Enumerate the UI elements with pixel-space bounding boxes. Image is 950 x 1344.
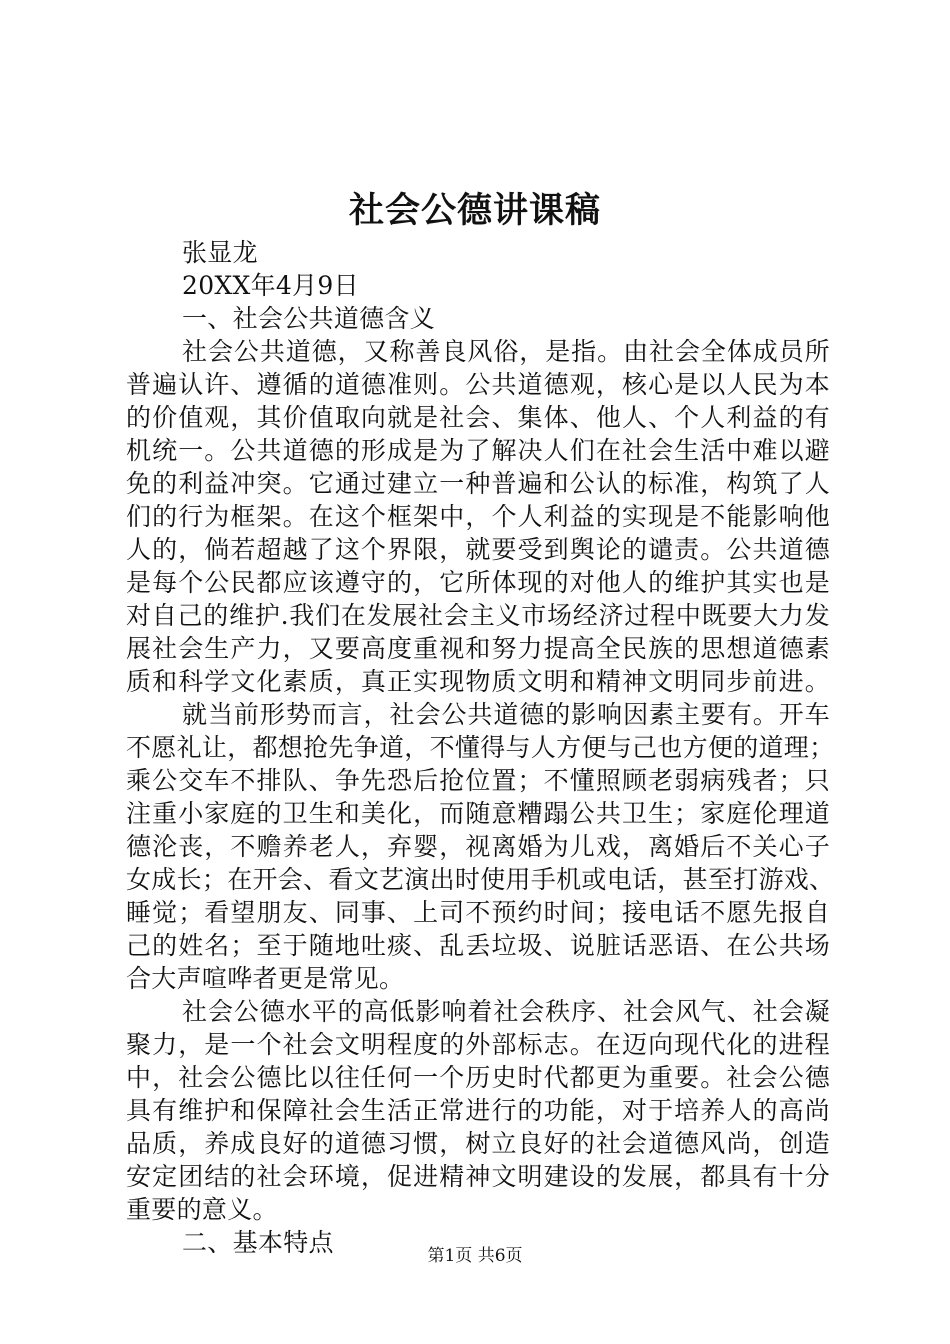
paragraph-line: 己的姓名；至于随地吐痰、乱丢垃圾、说脏话恶语、在公共场 bbox=[126, 931, 830, 960]
paragraph-line: 女成长；在开会、看文艺演出时使用手机或电话，甚至打游戏、 bbox=[126, 865, 835, 894]
paragraph-line: 人的，倘若超越了这个界限，就要受到舆论的谴责。公共道德 bbox=[126, 535, 830, 564]
paragraph-line: 质和科学文化素质，真正实现物质文明和精神文明同步前进。 bbox=[126, 667, 830, 696]
paragraph-line: 们的行为框架。在这个框架中，个人利益的实现是不能影响他 bbox=[126, 502, 830, 531]
paragraph-line: 乘公交车不排队、争先恐后抢位置；不懂照顾老弱病残者；只 bbox=[126, 766, 830, 795]
author-line: 张显龙 bbox=[182, 238, 258, 267]
paragraph-line: 免的利益冲突。它通过建立一种普遍和公认的标准，构筑了人 bbox=[126, 469, 830, 498]
paragraph-line: 合大声喧哗者更是常见。 bbox=[126, 964, 405, 993]
document-body bbox=[126, 236, 835, 1259]
paragraph-line: 社会公共道德，又称善良风俗，是指。由社会全体成员所 bbox=[182, 337, 830, 366]
paragraph-line: 普遍认许、遵循的道德准则。公共道德观，核心是以人民为本 bbox=[126, 370, 830, 399]
section-heading-1: 一、社会公共道德含义 bbox=[182, 304, 436, 333]
document-title: 社会公德讲课稿 bbox=[348, 190, 601, 231]
date-line: 20XX年4月9日 bbox=[182, 271, 359, 300]
paragraph-line: 具有维护和保障社会生活正常进行的功能，对于培养人的高尚 bbox=[126, 1096, 830, 1125]
section-heading-2: 二、基本特点 bbox=[182, 1228, 334, 1257]
paragraph-1 bbox=[126, 335, 830, 698]
paragraph-line: 睡觉；看望朋友、同事、上司不预约时间；接电话不愿先报自 bbox=[126, 898, 830, 927]
paragraph-line: 社会公德水平的高低影响着社会秩序、社会风气、社会凝 bbox=[182, 997, 830, 1026]
paragraph-line: 展社会生产力，又要高度重视和努力提高全民族的思想道德素 bbox=[126, 634, 830, 663]
paragraph-line: 注重小家庭的卫生和美化，而随意糟蹋公共卫生；家庭伦理道 bbox=[126, 799, 830, 828]
paragraph-2 bbox=[126, 698, 835, 995]
paragraph-line: 德沦丧，不赡养老人，弃婴，视离婚为儿戏，离婚后不关心子 bbox=[126, 832, 830, 861]
paragraph-line: 不愿礼让，都想抢先争道，不懂得与人方便与己也方便的道理； bbox=[126, 733, 835, 762]
paragraph-line: 对自己的维护.我们在发展社会主义市场经济过程中既要大力发 bbox=[126, 601, 830, 630]
paragraph-line: 中，社会公德比以往任何一个历史时代都更为重要。社会公德 bbox=[126, 1063, 830, 1092]
page-footer: 第1页 共6页 bbox=[427, 1246, 523, 1266]
paragraph-line: 的价值观，其价值取向就是社会、集体、他人、个人利益的有 bbox=[126, 403, 830, 432]
paragraph-line: 重要的意义。 bbox=[126, 1195, 278, 1224]
paragraph-line: 就当前形势而言，社会公共道德的影响因素主要有。开车 bbox=[182, 700, 830, 729]
paragraph-3 bbox=[126, 995, 830, 1226]
paragraph-line: 品质，养成良好的道德习惯，树立良好的社会道德风尚，创造 bbox=[126, 1129, 830, 1158]
paragraph-line: 安定团结的社会环境，促进精神文明建设的发展，都具有十分 bbox=[126, 1162, 830, 1191]
paragraph-line: 聚力，是一个社会文明程度的外部标志。在迈向现代化的进程 bbox=[126, 1030, 830, 1059]
paragraph-line: 机统一。公共道德的形成是为了解决人们在社会生活中难以避 bbox=[126, 436, 830, 465]
paragraph-line: 是每个公民都应该遵守的，它所体现的对他人的维护其实也是 bbox=[126, 568, 830, 597]
